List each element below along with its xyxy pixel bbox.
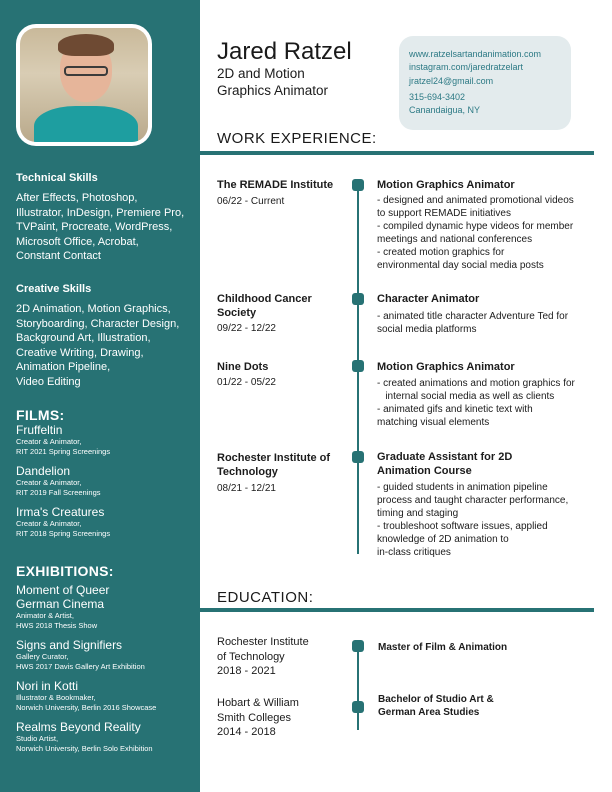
employer-name-line: Rochester Institute of bbox=[217, 452, 331, 464]
film-item bbox=[16, 423, 196, 456]
duty-line: - troubleshoot software issues, applied bbox=[377, 521, 548, 532]
duty-line: - designed and animated promotional videos bbox=[377, 195, 574, 206]
photo-glasses bbox=[64, 66, 108, 76]
films-section bbox=[16, 407, 196, 538]
timeline-node bbox=[352, 293, 364, 305]
email-link[interactable]: jratzel24@gmail.com bbox=[409, 75, 494, 86]
exhibitions-heading: EXHIBITIONS: bbox=[16, 563, 114, 579]
job-title-line: Animation Course bbox=[377, 465, 472, 477]
technical-skill-line: TVPaint, Procreate, WordPress, bbox=[16, 221, 173, 233]
school-entry bbox=[217, 635, 337, 679]
photo-hair bbox=[58, 34, 114, 56]
film-credit: Creator & Animator, bbox=[16, 478, 82, 487]
school-name-cont: of Technology bbox=[217, 650, 285, 663]
exhibition-title: Moment of Queer bbox=[16, 583, 110, 597]
employer-name bbox=[217, 451, 345, 479]
duty-line: environmental day social media posts bbox=[377, 260, 544, 271]
duty-line: knowledge of 2D animation to bbox=[377, 534, 509, 545]
phone-number: 315-694-3402 bbox=[409, 91, 466, 102]
creative-skills-list bbox=[16, 302, 196, 389]
exhibition-venue: HWS 2018 Thesis Show bbox=[16, 620, 98, 630]
film-venue: RIT 2021 Spring Screenings bbox=[16, 446, 111, 456]
duty-line: internal social media as well as clients bbox=[377, 391, 555, 402]
exhibition-role: Gallery Curator, bbox=[16, 652, 69, 661]
profile-photo-image bbox=[20, 28, 148, 142]
contact-card bbox=[399, 36, 571, 130]
timeline-node bbox=[352, 451, 364, 463]
creative-skill-line: Storyboarding, Character Design, bbox=[16, 317, 180, 330]
employer-name-line: Society bbox=[217, 307, 257, 319]
job-title-line: Graduate Assistant for 2D bbox=[377, 451, 513, 463]
film-item bbox=[16, 464, 196, 497]
duty-line: matching visual elements bbox=[377, 417, 490, 428]
employment-dates: 06/22 - Current bbox=[217, 196, 285, 207]
employment-dates: 09/22 - 12/22 bbox=[217, 323, 276, 334]
job-duties bbox=[377, 194, 597, 272]
instagram-link[interactable]: instagram.com/jaredratzelart bbox=[409, 62, 524, 73]
exhibition-venue: HWS 2017 Davis Gallery Art Exhibition bbox=[16, 661, 145, 671]
duty-line: - animated title character Adventure Ted for bbox=[377, 311, 569, 322]
exhibition-venue: Norwich University, Berlin Solo Exhibition bbox=[16, 743, 153, 753]
technical-skills-heading: Technical Skills bbox=[16, 172, 98, 184]
school-name-cont: Smith Colleges bbox=[217, 711, 291, 724]
employment-dates: 01/22 - 05/22 bbox=[217, 377, 276, 388]
duty-line: in-class critiques bbox=[377, 547, 451, 558]
job-title: Motion Graphics Animator bbox=[377, 361, 515, 373]
creative-skill-line: Animation Pipeline, bbox=[16, 361, 111, 373]
creative-skills-heading: Creative Skills bbox=[16, 283, 92, 295]
film-credit: Creator & Animator, bbox=[16, 437, 82, 446]
location: Canandaigua, NY bbox=[409, 105, 481, 116]
exhibition-item bbox=[16, 679, 196, 712]
film-item bbox=[16, 505, 196, 538]
duty-line: - created motion graphics for bbox=[377, 247, 505, 258]
education-divider bbox=[200, 608, 594, 612]
duty-line: process and taught character performance, bbox=[377, 495, 569, 506]
film-title: Fruffeltin bbox=[16, 423, 63, 437]
exhibition-item bbox=[16, 583, 196, 630]
technical-skills bbox=[16, 171, 196, 264]
job-title: Motion Graphics Animator bbox=[377, 179, 515, 191]
film-title: Dandelion bbox=[16, 464, 71, 478]
exhibition-role: Illustrator & Bookmaker, bbox=[16, 693, 96, 702]
job-duties bbox=[377, 481, 597, 559]
technical-skills-list bbox=[16, 191, 196, 264]
school-years: 2018 - 2021 bbox=[217, 665, 276, 677]
duty-line: - compiled dynamic hype videos for member bbox=[377, 221, 574, 232]
employer-name-line: Childhood Cancer bbox=[217, 293, 312, 305]
role-line: 2D and Motion bbox=[217, 66, 305, 81]
school-years: 2014 - 2018 bbox=[217, 726, 276, 738]
creative-skill-line: 2D Animation, Motion Graphics, bbox=[16, 303, 171, 315]
duty-line: social media platforms bbox=[377, 324, 477, 335]
creative-skill-line: Creative Writing, Drawing, bbox=[16, 346, 144, 359]
duty-line: meetings and national conferences bbox=[377, 234, 533, 245]
school-name: Rochester Institute bbox=[217, 636, 309, 648]
exhibition-item bbox=[16, 720, 196, 753]
degree bbox=[378, 693, 578, 719]
duty-line: to support REMADE initiatives bbox=[377, 208, 511, 219]
exhibition-role: Studio Artist, bbox=[16, 734, 59, 743]
education-timeline bbox=[357, 640, 359, 730]
exhibition-title: Signs and Signifiers bbox=[16, 638, 123, 652]
job-title bbox=[377, 450, 577, 478]
profile-photo bbox=[16, 24, 152, 146]
exhibition-title-cont: German Cinema bbox=[16, 597, 105, 611]
degree: Master of Film & Animation bbox=[378, 642, 508, 653]
exhibition-role: Animator & Artist, bbox=[16, 611, 74, 620]
duty-line: timing and staging bbox=[377, 508, 459, 519]
films-heading: FILMS: bbox=[16, 407, 65, 423]
role-line: Graphics Animator bbox=[217, 83, 329, 98]
timeline-node bbox=[352, 179, 364, 191]
work-divider bbox=[200, 151, 594, 155]
job-duties bbox=[377, 377, 597, 429]
exhibition-item bbox=[16, 638, 196, 671]
technical-skill-line: After Effects, Photoshop, bbox=[16, 192, 138, 204]
candidate-role bbox=[217, 65, 367, 99]
duty-line: - guided students in animation pipeline bbox=[377, 482, 548, 493]
school-entry bbox=[217, 696, 337, 740]
exhibition-title: Nori in Kotti bbox=[16, 679, 79, 693]
technical-skill-line: Microsoft Office, Acrobat, bbox=[16, 235, 139, 248]
sidebar bbox=[0, 0, 200, 792]
degree-line: German Area Studies bbox=[378, 707, 480, 718]
employer-name: The REMADE Institute bbox=[217, 179, 334, 191]
work-experience-heading: WORK EXPERIENCE: bbox=[217, 130, 377, 147]
employer-name-line: Technology bbox=[217, 466, 278, 478]
school-name: Hobart & William bbox=[217, 697, 299, 709]
candidate-name: Jared Ratzel bbox=[217, 38, 352, 65]
employer-name: Nine Dots bbox=[217, 361, 269, 373]
exhibition-venue: Norwich University, Berlin 2016 Showcase bbox=[16, 702, 157, 712]
job-duties bbox=[377, 310, 597, 336]
creative-skills bbox=[16, 282, 196, 389]
duty-line: - animated gifs and kinetic text with bbox=[377, 404, 533, 415]
timeline-node bbox=[352, 701, 364, 713]
exhibitions-section bbox=[16, 563, 196, 753]
timeline-node bbox=[352, 640, 364, 652]
film-credit: Creator & Animator, bbox=[16, 519, 82, 528]
photo-shirt bbox=[34, 106, 138, 142]
film-title: Irma's Creatures bbox=[16, 505, 105, 519]
timeline-node bbox=[352, 360, 364, 372]
creative-skill-line: Video Editing bbox=[16, 375, 81, 388]
exhibition-title: Realms Beyond Reality bbox=[16, 720, 141, 734]
duty-line: - created animations and motion graphics for bbox=[377, 378, 575, 389]
job-title: Character Animator bbox=[377, 293, 480, 305]
employer-name bbox=[217, 292, 345, 320]
education-heading: EDUCATION: bbox=[217, 589, 314, 606]
creative-skill-line: Background Art, Illustration, bbox=[16, 332, 151, 344]
technical-skill-line: Illustrator, InDesign, Premiere Pro, bbox=[16, 206, 185, 219]
technical-skill-line: Constant Contact bbox=[16, 250, 101, 262]
employment-dates: 08/21 - 12/21 bbox=[217, 483, 276, 494]
website-link[interactable]: www.ratzelsartandanimation.com bbox=[409, 49, 542, 59]
film-venue: RIT 2019 Fall Screenings bbox=[16, 487, 101, 497]
degree-line: Bachelor of Studio Art & bbox=[378, 694, 494, 705]
film-venue: RIT 2018 Spring Screenings bbox=[16, 528, 111, 538]
